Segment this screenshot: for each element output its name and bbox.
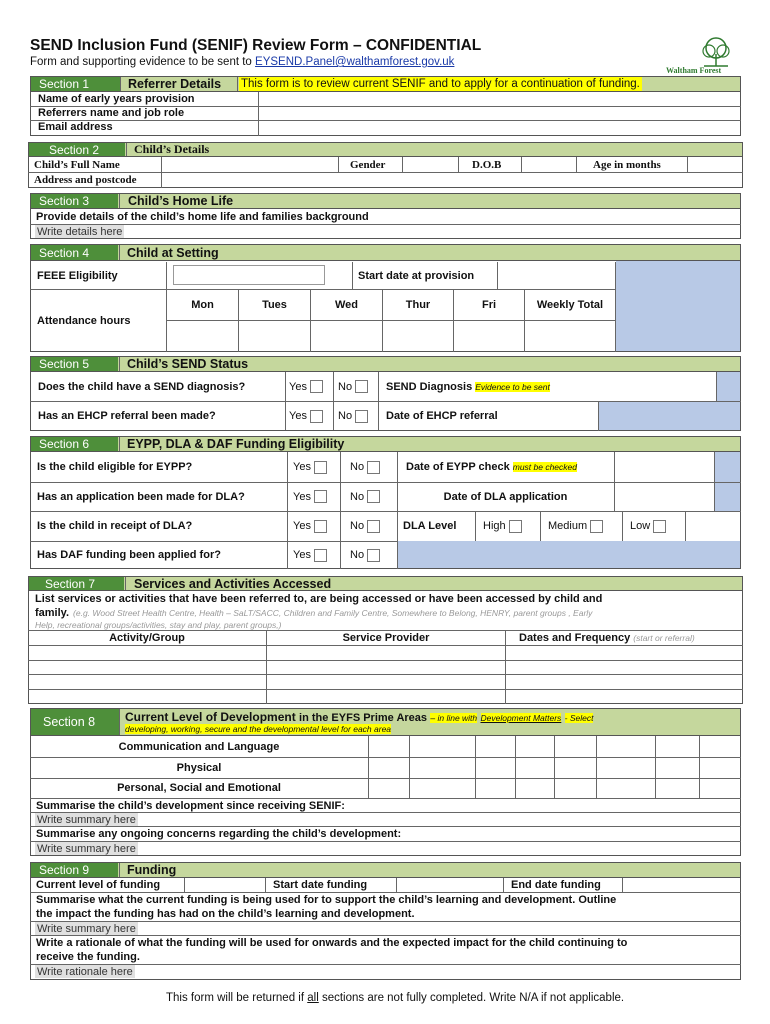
section7-title: Services and Activities Accessed (134, 576, 332, 591)
checkbox[interactable] (509, 520, 522, 533)
section2-title: Child’s Details (134, 142, 210, 156)
eypp-yes-option[interactable]: Yes (293, 452, 327, 482)
hours-thur-field[interactable] (383, 321, 453, 351)
section2-tag: Section 2 (29, 143, 125, 156)
area-communication: Communication and Language (118, 740, 280, 753)
referrer-role-label: Referrers name and job role (38, 107, 185, 119)
dla-app-no-option[interactable]: No (350, 482, 380, 511)
checkbox[interactable] (355, 380, 368, 393)
rationale-field[interactable]: Write rationale here (37, 965, 133, 978)
ehcp-date-label: Date of EHCP referral (386, 410, 498, 422)
dla-level-label: DLA Level (403, 520, 457, 532)
dla-date-label: Date of DLA application (443, 490, 568, 503)
section8-title: Current Level of Development in the EYFS Prime Areas – in line with Development Matters - Select (125, 710, 594, 724)
address-label: Address and postcode (34, 173, 137, 186)
ehcp-no-option[interactable]: No (338, 402, 368, 430)
current-funding-label: Current level of funding (36, 879, 161, 891)
section1-tag: Section 1 (31, 77, 120, 91)
checkbox[interactable] (310, 380, 323, 393)
development-summary-prompt: Summarise the child’s development since receiving SENIF: (36, 799, 345, 812)
day-thur: Thur (405, 299, 431, 311)
checkbox[interactable] (367, 520, 380, 533)
hours-tues-field[interactable] (239, 321, 310, 351)
daf-no-option[interactable]: No (350, 541, 380, 569)
gender-label: Gender (350, 158, 386, 171)
dla-receipt-question: Is the child in receipt of DLA? (37, 520, 193, 532)
section1-title: Referrer Details (128, 77, 222, 91)
section6-title: EYPP, DLA & DAF Funding Eligibility (127, 437, 345, 451)
area-personal-social: Personal, Social and Emotional (117, 782, 281, 794)
dla-app-yes-option[interactable]: Yes (293, 482, 327, 511)
day-tues: Tues (262, 299, 287, 311)
section4-title: Child at Setting (127, 245, 219, 260)
col-activity-header: Activity/Group (109, 632, 185, 644)
section9-tag: Section 9 (31, 863, 118, 877)
address-field[interactable] (162, 173, 742, 187)
form-subtitle: Form and supporting evidence to be sent to EYSEND.Panel@walthamforest.gov.uk (30, 56, 455, 68)
dla-application-question: Has an application been made for DLA? (37, 490, 245, 503)
dla-low-option[interactable]: Low (630, 511, 666, 541)
services-prompt-line1: List services or activities that have been referred to, are being accessed or have been accessed by child and (35, 592, 603, 605)
hours-wed-field[interactable] (311, 321, 382, 351)
dla-high-option[interactable]: High (483, 511, 522, 541)
checkbox[interactable] (314, 549, 327, 562)
rationale-prompt-line1: Write a rationale of what the funding will be used for onwards and the expected impact for the child continuing to (36, 937, 628, 949)
dob-field[interactable] (522, 158, 575, 172)
section8-note: developing, working, secure and the developmental level for each area (125, 724, 392, 734)
tree-icon (664, 36, 744, 68)
funding-summary-field[interactable]: Write summary here (37, 922, 136, 935)
col-provider-header: Service Provider (342, 632, 430, 644)
dob-label: D.O.B (472, 158, 502, 171)
section8-tag: Section 8 (31, 709, 119, 735)
day-mon: Mon (191, 299, 214, 311)
section5-title: Child’s SEND Status (127, 357, 249, 371)
section7-tag: Section 7 (29, 577, 124, 590)
checkbox[interactable] (314, 461, 327, 474)
hours-fri-field[interactable] (454, 321, 524, 351)
funding-use-prompt-line1: Summarise what the current funding is being used for to support the child’s learning and development. Outline (36, 894, 617, 906)
send-diagnosis-question: Does the child have a SEND diagnosis? (38, 380, 246, 393)
dla-medium-option[interactable]: Medium (548, 511, 603, 541)
eypp-no-option[interactable]: No (350, 452, 380, 482)
services-prompt-line2: family. (e.g. Wood Street Health Centre, Health – SaLT/SACC, Children and Family Centre, Somewhere to Belong, HENRY, parent groups , Early (35, 606, 593, 619)
email-field[interactable] (259, 121, 740, 135)
section3-title: Child’s Home Life (128, 194, 234, 208)
dla-receipt-no-option[interactable]: No (350, 511, 380, 541)
services-table-rows[interactable] (29, 646, 742, 703)
day-fri: Fri (481, 299, 497, 311)
checkbox[interactable] (367, 490, 380, 503)
eypp-question: Is the child eligible for EYPP? (37, 461, 193, 473)
provision-name-field[interactable] (259, 93, 740, 106)
full-name-label: Child’s Full Name (34, 158, 120, 171)
full-name-field[interactable] (162, 158, 337, 172)
concerns-prompt: Summarise any ongoing concerns regarding the child’s development: (36, 828, 402, 840)
checkbox[interactable] (590, 520, 603, 533)
send-no-option[interactable]: No (338, 372, 368, 401)
send-diagnosis-field[interactable] (590, 373, 715, 400)
feee-field[interactable] (173, 265, 325, 285)
form-title: SEND Inclusion Fund (SENIF) Review Form – CONFIDENTIAL (30, 37, 482, 54)
ehcp-question: Has an EHCP referral been made? (38, 410, 216, 422)
section9-title: Funding (127, 863, 177, 877)
hours-mon-field[interactable] (167, 321, 238, 351)
funding-use-prompt-line2: the impact the funding has had on the child’s learning and development. (36, 908, 415, 920)
feee-label: FEEE Eligibility (37, 269, 118, 282)
concerns-field[interactable]: Write summary here (37, 842, 136, 855)
day-weekly-total: Weekly Total (536, 299, 604, 311)
development-level-grid[interactable] (369, 737, 740, 797)
end-funding-label: End date funding (511, 879, 601, 891)
footer-note: This form will be returned if all sections are not fully completed. Write N/A if not applicable. (166, 992, 625, 1004)
area-physical: Physical (176, 761, 222, 774)
section1-note: This form is to review current SENIF and to apply for a continuation of funding. (241, 78, 640, 90)
section6-tag: Section 6 (31, 437, 118, 451)
age-label: Age in months (593, 158, 661, 171)
section5-tag: Section 5 (31, 357, 118, 371)
start-funding-label: Start date funding (273, 879, 368, 891)
gender-field[interactable] (403, 158, 457, 172)
hours-total-field[interactable] (525, 321, 615, 351)
checkbox[interactable] (314, 520, 327, 533)
start-funding-field[interactable] (397, 879, 502, 892)
start-date-label: Start date at provision (358, 269, 475, 282)
checkbox[interactable] (310, 410, 323, 423)
checkbox[interactable] (367, 461, 380, 474)
day-wed: Wed (334, 299, 359, 311)
dla-date-field[interactable] (615, 483, 714, 511)
email-label: Email address (38, 121, 113, 133)
section3-tag: Section 3 (31, 194, 118, 208)
current-funding-field[interactable] (185, 879, 264, 892)
development-summary-field[interactable]: Write summary here (37, 813, 136, 826)
start-date-field[interactable] (498, 262, 615, 289)
end-funding-field[interactable] (623, 879, 740, 892)
ehcp-yes-option[interactable]: Yes (289, 402, 323, 430)
col-dates-header: Dates and Frequency (start or referral) (519, 632, 695, 644)
send-yes-option[interactable]: Yes (289, 372, 323, 401)
eypp-date-field[interactable] (615, 453, 714, 481)
provision-name-label: Name of early years provision (38, 93, 195, 105)
rationale-prompt-line2: receive the funding. (36, 951, 140, 963)
referrer-role-field[interactable] (259, 107, 740, 120)
checkbox[interactable] (355, 410, 368, 423)
services-example-line2: Help, recreational groups/activities, stay and play, parent groups,) (35, 619, 282, 630)
daf-question: Has DAF funding been applied for? (37, 549, 221, 561)
eypp-date-label: Date of EYPP check must be checked (406, 461, 577, 473)
attendance-label: Attendance hours (37, 314, 131, 327)
age-field[interactable] (688, 158, 742, 172)
dla-receipt-yes-option[interactable]: Yes (293, 511, 327, 541)
checkbox[interactable] (653, 520, 666, 533)
daf-yes-option[interactable]: Yes (293, 541, 327, 569)
send-diagnosis-label: SEND Diagnosis Evidence to be sent (386, 380, 550, 393)
email-link[interactable]: EYSEND.Panel@walthamforest.gov.uk (255, 56, 455, 68)
home-life-field[interactable]: Write details here (37, 225, 123, 238)
council-logo: Waltham Forest (664, 36, 744, 76)
home-life-prompt: Provide details of the child’s home life and families background (36, 210, 369, 223)
checkbox[interactable] (367, 549, 380, 562)
section4-tag: Section 4 (31, 245, 118, 260)
checkbox[interactable] (314, 490, 327, 503)
